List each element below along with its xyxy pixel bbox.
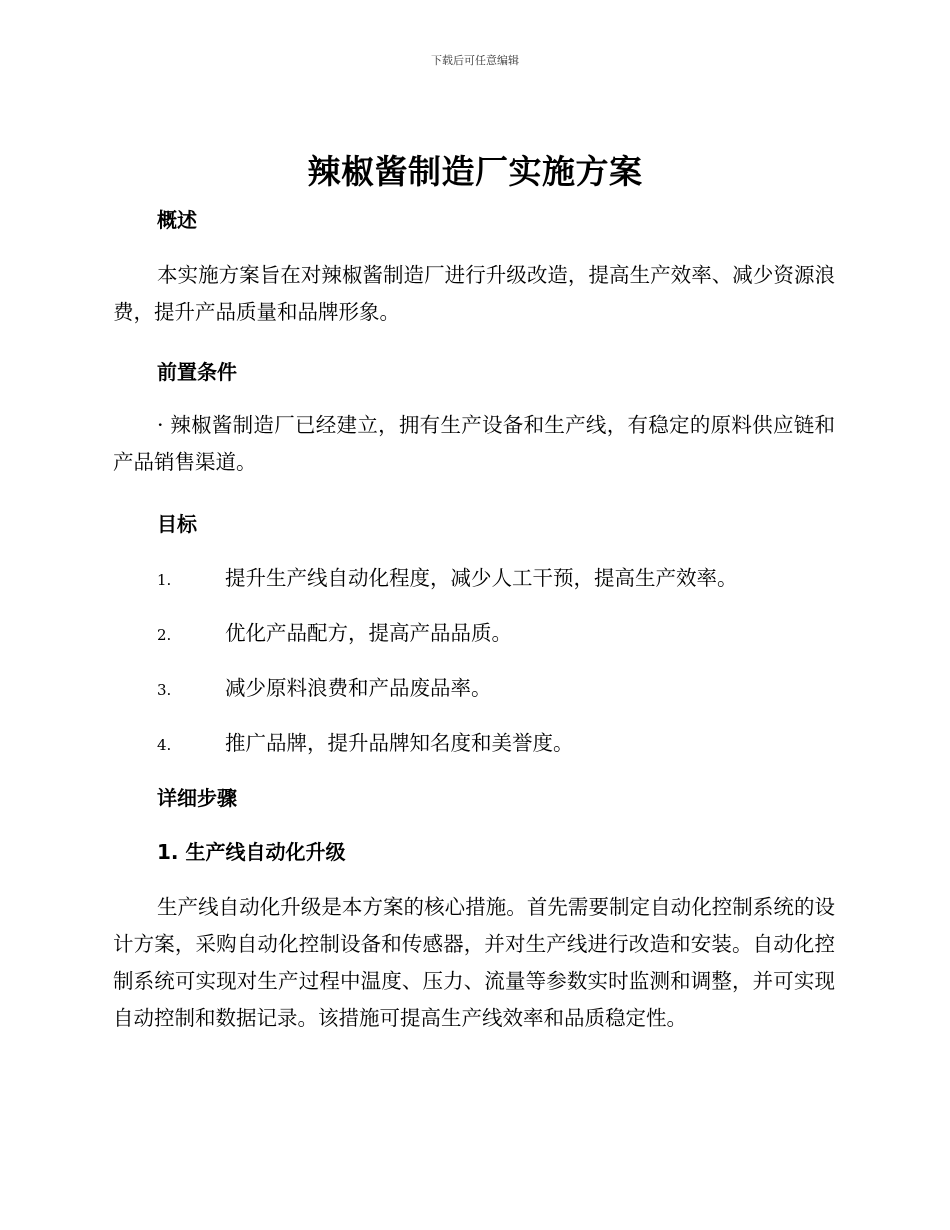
goal-item-text: 减少原料浪费和产品废品率。 <box>225 676 492 700</box>
goal-item-number: 4. <box>157 736 172 754</box>
goal-item-3 <box>157 673 492 703</box>
goals-heading: 目标 <box>157 512 197 536</box>
goal-item-number: 2. <box>157 626 172 644</box>
goal-item-4 <box>157 728 574 758</box>
step1-heading: 1. 生产线自动化升级 <box>157 840 346 864</box>
goal-item-text: 提升生产线自动化程度，减少人工干预，提高生产效率。 <box>225 566 738 590</box>
goal-item-number: 1. <box>157 571 172 589</box>
steps-heading: 详细步骤 <box>157 786 237 810</box>
overview-paragraph: 本实施方案旨在对辣椒酱制造厂进行升级改造，提高生产效率、减少资源浪费，提升产品质量和品牌形象。 <box>113 263 835 324</box>
goal-item-text: 推广品牌，提升品牌知名度和美誉度。 <box>225 731 574 755</box>
goal-item-text: 优化产品配方，提高产品品质。 <box>225 621 512 645</box>
goal-item-2 <box>157 618 512 648</box>
overview-heading: 概述 <box>157 208 197 232</box>
preconditions-heading: 前置条件 <box>157 360 237 384</box>
preconditions-paragraph: · 辣椒酱制造厂已经建立，拥有生产设备和生产线，有稳定的原料供应链和产品销售渠道。 <box>113 413 835 474</box>
goal-item-number: 3. <box>157 681 172 699</box>
goal-item-1 <box>157 563 738 593</box>
document-title: 辣椒酱制造厂实施方案 <box>307 152 643 191</box>
step1-paragraph: 生产线自动化升级是本方案的核心措施。首先需要制定自动化控制系统的设计方案，采购自动化控制设备和传感器，并对生产线进行改造和安装。自动化控制系统可实现对生产过程中温度、压力、流量等参数实时监测和调整，并可实现自动控制和数据记录。该措施可提高生产线效率和品质稳定性。 <box>113 895 835 1030</box>
header-note: 下载后可任意编辑 <box>431 54 519 67</box>
